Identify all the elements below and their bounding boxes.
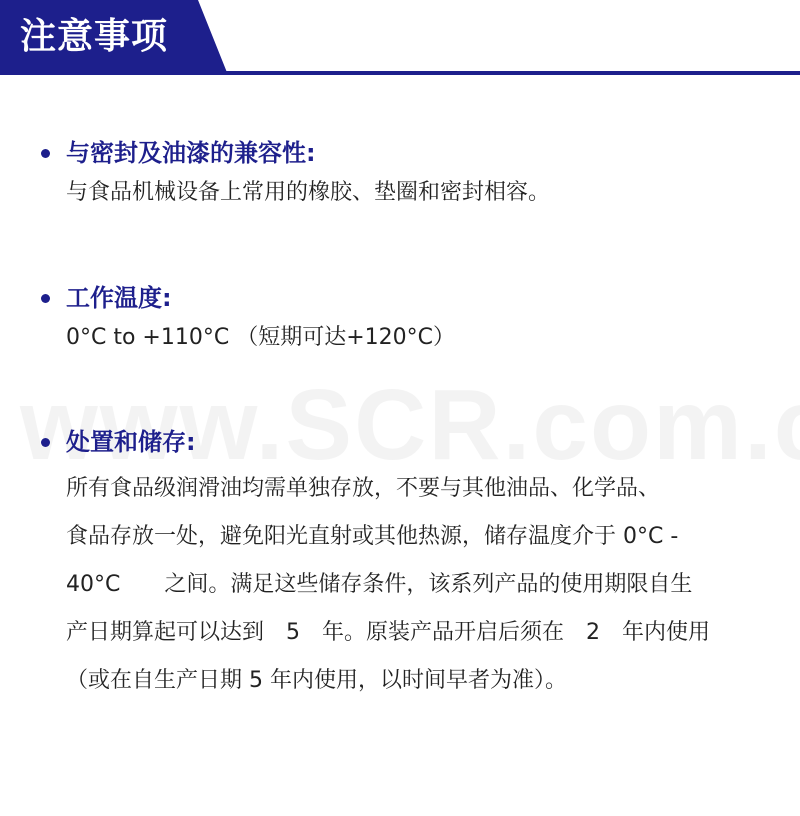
section-body [66, 169, 766, 217]
body-line: 产日期算起可以达到 5 年。原装产品开启后须在 2 年内使用 [66, 620, 710, 645]
bullet-icon [41, 149, 50, 158]
section-body [66, 465, 766, 705]
page-title: 注意事项 [20, 16, 169, 57]
bullet-icon [41, 438, 50, 447]
body-line: 食品存放一处，避免阳光直射或其他热源，储存温度介于 0°C - [66, 524, 679, 549]
section-title: 与密封及油漆的兼容性: [66, 139, 316, 167]
section-body [66, 314, 766, 362]
section-header [0, 0, 800, 78]
section-handling-storage [0, 424, 800, 693]
body-line: 40°C 之间。满足这些储存条件，该系列产品的使用期限自生 [66, 572, 693, 597]
section-operating-temperature [0, 280, 800, 350]
section-compatibility [0, 135, 800, 205]
body-line: 所有食品级润滑油均需单独存放，不要与其他油品、化学品、 [66, 476, 661, 501]
header-divider-line [0, 71, 800, 75]
body-line: 0°C to +110°C （短期可达+120°C） [66, 325, 455, 350]
body-line: 与食品机械设备上常用的橡胶、垫圈和密封相容。 [66, 180, 551, 205]
section-title: 工作温度: [66, 284, 172, 312]
bullet-icon [41, 294, 50, 303]
section-title: 处置和储存: [66, 428, 196, 456]
body-line: （或在自生产日期 5 年内使用，以时间早者为准）。 [66, 668, 567, 693]
